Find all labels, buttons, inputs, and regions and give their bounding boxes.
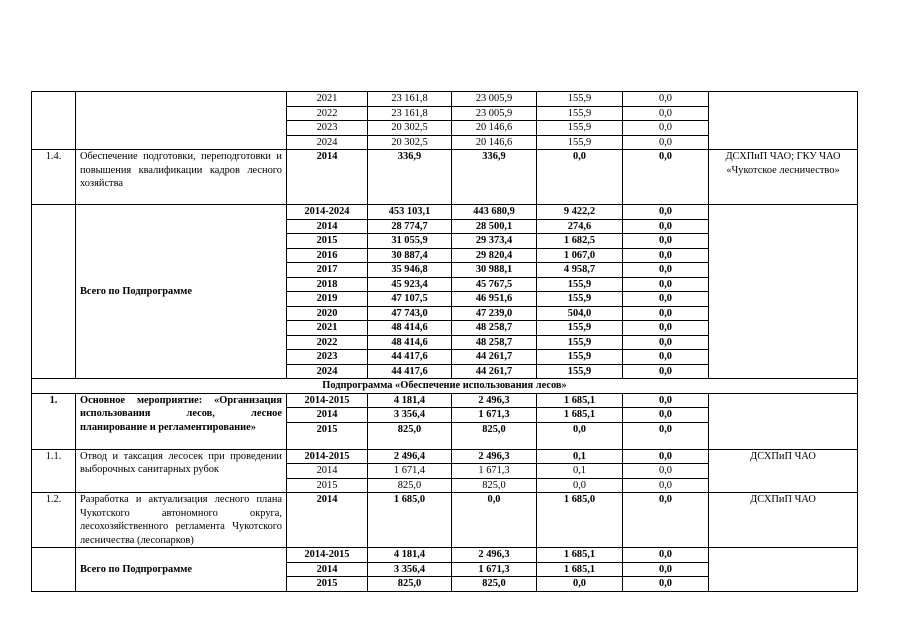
federal-cell: 155,9	[537, 135, 623, 150]
total-cell: 23 161,8	[368, 92, 452, 107]
row-number: 1.2.	[32, 493, 76, 548]
year-cell: 2019	[287, 292, 368, 307]
activity-name: Основное мероприятие: «Организация использования лесов, лесное планирование и регламентирование»	[76, 393, 287, 449]
federal-cell: 155,9	[537, 364, 623, 379]
federal-cell: 155,9	[537, 121, 623, 136]
total-cell: 1 671,4	[368, 464, 452, 479]
executor-cell	[709, 548, 858, 592]
total-cell: 30 887,4	[368, 248, 452, 263]
total-cell: 31 055,9	[368, 234, 452, 249]
year-cell: 2014	[287, 408, 368, 423]
regional-cell: 825,0	[452, 422, 537, 449]
federal-cell: 155,9	[537, 92, 623, 107]
row-number: 1.1.	[32, 449, 76, 493]
regional-cell: 20 146,6	[452, 121, 537, 136]
table-row	[32, 379, 858, 394]
year-cell: 2015	[287, 478, 368, 493]
year-cell: 2024	[287, 135, 368, 150]
other-cell: 0,0	[623, 364, 709, 379]
other-cell: 0,0	[623, 234, 709, 249]
year-cell: 2014-2015	[287, 548, 368, 563]
other-cell: 0,0	[623, 393, 709, 408]
other-cell: 0,0	[623, 263, 709, 278]
year-cell: 2021	[287, 321, 368, 336]
regional-cell: 47 239,0	[452, 306, 537, 321]
other-cell: 0,0	[623, 577, 709, 592]
num-cell	[32, 92, 76, 150]
subprogram-title: Подпрограмма «Обеспечение использования лесов»	[32, 379, 858, 394]
federal-cell: 155,9	[537, 335, 623, 350]
federal-cell: 9 422,2	[537, 205, 623, 220]
federal-cell: 155,9	[537, 321, 623, 336]
executor-cell	[709, 205, 858, 379]
regional-cell: 1 671,3	[452, 562, 537, 577]
total-cell: 44 417,6	[368, 350, 452, 365]
regional-cell: 825,0	[452, 478, 537, 493]
other-cell: 0,0	[623, 219, 709, 234]
federal-cell: 1 685,1	[537, 408, 623, 423]
year-cell: 2014	[287, 493, 368, 548]
year-cell: 2022	[287, 335, 368, 350]
total-cell: 45 923,4	[368, 277, 452, 292]
federal-cell: 274,6	[537, 219, 623, 234]
total-cell: 47 743,0	[368, 306, 452, 321]
total-cell: 48 414,6	[368, 335, 452, 350]
regional-cell: 29 820,4	[452, 248, 537, 263]
table-row	[32, 150, 858, 205]
year-cell: 2022	[287, 106, 368, 121]
other-cell: 0,0	[623, 335, 709, 350]
regional-cell: 2 496,3	[452, 393, 537, 408]
federal-cell: 4 958,7	[537, 263, 623, 278]
federal-cell: 155,9	[537, 350, 623, 365]
table-row	[32, 449, 858, 464]
year-cell: 2015	[287, 234, 368, 249]
year-cell: 2015	[287, 577, 368, 592]
year-cell: 2014-2024	[287, 205, 368, 220]
total-cell: 44 417,6	[368, 364, 452, 379]
budget-table	[31, 91, 858, 592]
regional-cell: 44 261,7	[452, 364, 537, 379]
total-cell: 23 161,8	[368, 106, 452, 121]
regional-cell: 28 500,1	[452, 219, 537, 234]
other-cell: 0,0	[623, 248, 709, 263]
other-cell: 0,0	[623, 205, 709, 220]
regional-cell: 2 496,3	[452, 449, 537, 464]
federal-cell: 0,0	[537, 478, 623, 493]
regional-cell: 45 767,5	[452, 277, 537, 292]
year-cell: 2014	[287, 150, 368, 205]
total-cell: 3 356,4	[368, 562, 452, 577]
federal-cell: 1 685,0	[537, 493, 623, 548]
total-cell: 47 107,5	[368, 292, 452, 307]
federal-cell: 155,9	[537, 277, 623, 292]
federal-cell: 1 685,1	[537, 548, 623, 563]
year-cell: 2014-2015	[287, 449, 368, 464]
federal-cell: 155,9	[537, 106, 623, 121]
other-cell: 0,0	[623, 277, 709, 292]
num-cell	[32, 548, 76, 592]
other-cell: 0,0	[623, 121, 709, 136]
other-cell: 0,0	[623, 306, 709, 321]
total-cell: 35 946,8	[368, 263, 452, 278]
regional-cell: 48 258,7	[452, 335, 537, 350]
regional-cell: 44 261,7	[452, 350, 537, 365]
table-row	[32, 493, 858, 548]
other-cell: 0,0	[623, 478, 709, 493]
year-cell: 2015	[287, 422, 368, 449]
executor-cell	[709, 393, 858, 449]
federal-cell: 0,0	[537, 577, 623, 592]
other-cell: 0,0	[623, 548, 709, 563]
other-cell: 0,0	[623, 562, 709, 577]
total-cell: 20 302,5	[368, 121, 452, 136]
federal-cell: 0,0	[537, 422, 623, 449]
regional-cell: 0,0	[452, 493, 537, 548]
other-cell: 0,0	[623, 464, 709, 479]
regional-cell: 48 258,7	[452, 321, 537, 336]
regional-cell: 29 373,4	[452, 234, 537, 249]
activity-name: Разработка и актуализация лесного плана Чукотского автономного округа, лесохозяйственного регламента Чукотского лесничества (лесопарков)	[76, 493, 287, 548]
name-cell	[76, 92, 287, 150]
other-cell: 0,0	[623, 449, 709, 464]
table-row	[32, 92, 858, 107]
total-cell: 28 774,7	[368, 219, 452, 234]
total-cell: 825,0	[368, 422, 452, 449]
regional-cell: 23 005,9	[452, 92, 537, 107]
federal-cell: 1 067,0	[537, 248, 623, 263]
executor-cell	[709, 92, 858, 150]
row-number: 1.4.	[32, 150, 76, 205]
federal-cell: 0,1	[537, 464, 623, 479]
other-cell: 0,0	[623, 150, 709, 205]
other-cell: 0,0	[623, 321, 709, 336]
total-cell: 48 414,6	[368, 321, 452, 336]
total-cell: 4 181,4	[368, 548, 452, 563]
regional-cell: 23 005,9	[452, 106, 537, 121]
year-cell: 2023	[287, 350, 368, 365]
total-cell: 825,0	[368, 577, 452, 592]
federal-cell: 0,1	[537, 449, 623, 464]
year-cell: 2018	[287, 277, 368, 292]
total-cell: 453 103,1	[368, 205, 452, 220]
regional-cell: 336,9	[452, 150, 537, 205]
executor-cell: ДСХПиП ЧАО	[709, 493, 858, 548]
activity-name: Обеспечение подготовки, переподготовки и повышения квалификации кадров лесного хозяйства	[76, 150, 287, 205]
year-cell: 2014	[287, 219, 368, 234]
year-cell: 2014	[287, 562, 368, 577]
total-cell: 825,0	[368, 478, 452, 493]
federal-cell: 1 685,1	[537, 562, 623, 577]
other-cell: 0,0	[623, 292, 709, 307]
num-cell	[32, 205, 76, 379]
year-cell: 2024	[287, 364, 368, 379]
regional-cell: 443 680,9	[452, 205, 537, 220]
year-cell: 2023	[287, 121, 368, 136]
activity-name: Отвод и таксация лесосек при проведении выборочных санитарных рубок	[76, 449, 287, 493]
row-number: 1.	[32, 393, 76, 449]
year-cell: 2021	[287, 92, 368, 107]
other-cell: 0,0	[623, 92, 709, 107]
year-cell: 2017	[287, 263, 368, 278]
total-cell: 336,9	[368, 150, 452, 205]
other-cell: 0,0	[623, 106, 709, 121]
federal-cell: 1 682,5	[537, 234, 623, 249]
regional-cell: 2 496,3	[452, 548, 537, 563]
total-label: Всего по Подпрограмме	[76, 548, 287, 592]
regional-cell: 1 671,3	[452, 408, 537, 423]
other-cell: 0,0	[623, 422, 709, 449]
table-row	[32, 548, 858, 563]
total-cell: 2 496,4	[368, 449, 452, 464]
table-row	[32, 205, 858, 220]
regional-cell: 825,0	[452, 577, 537, 592]
federal-cell: 155,9	[537, 292, 623, 307]
total-cell: 4 181,4	[368, 393, 452, 408]
other-cell: 0,0	[623, 135, 709, 150]
total-label: Всего по Подпрограмме	[76, 205, 287, 379]
federal-cell: 1 685,1	[537, 393, 623, 408]
federal-cell: 504,0	[537, 306, 623, 321]
executor-cell: ДСХПиП ЧАО; ГКУ ЧАО «Чукотское лесничество»	[709, 150, 858, 205]
regional-cell: 20 146,6	[452, 135, 537, 150]
year-cell: 2014	[287, 464, 368, 479]
total-cell: 20 302,5	[368, 135, 452, 150]
regional-cell: 46 951,6	[452, 292, 537, 307]
year-cell: 2014-2015	[287, 393, 368, 408]
regional-cell: 1 671,3	[452, 464, 537, 479]
other-cell: 0,0	[623, 493, 709, 548]
year-cell: 2020	[287, 306, 368, 321]
year-cell: 2016	[287, 248, 368, 263]
executor-cell: ДСХПиП ЧАО	[709, 449, 858, 493]
table-row	[32, 393, 858, 408]
total-cell: 1 685,0	[368, 493, 452, 548]
total-cell: 3 356,4	[368, 408, 452, 423]
other-cell: 0,0	[623, 408, 709, 423]
other-cell: 0,0	[623, 350, 709, 365]
regional-cell: 30 988,1	[452, 263, 537, 278]
federal-cell: 0,0	[537, 150, 623, 205]
